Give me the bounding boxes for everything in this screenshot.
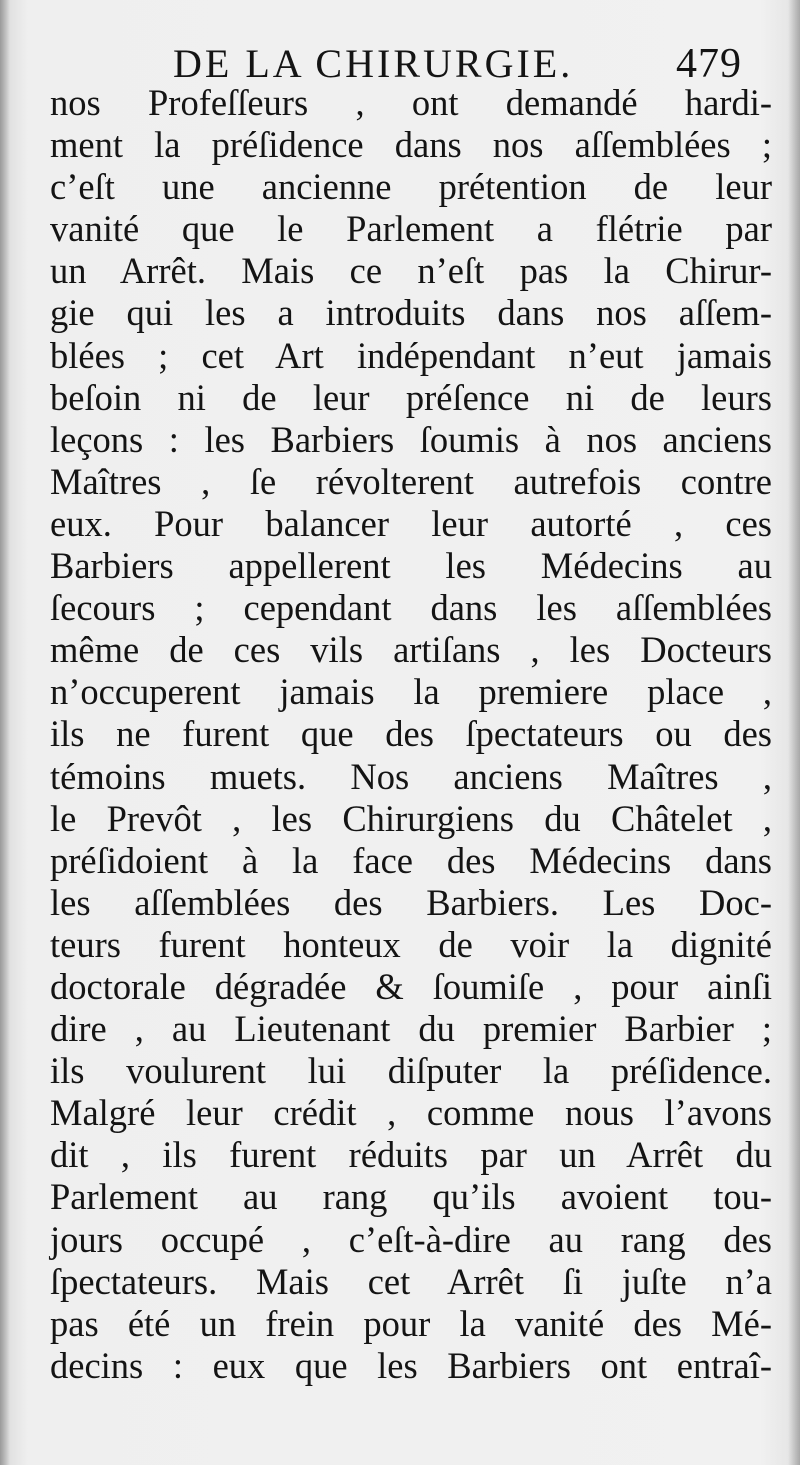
text-line: jours occupé , c’eſt-à-dire au rang des bbox=[50, 1218, 772, 1260]
page-number: 479 bbox=[676, 41, 742, 87]
text-line: teurs furent honteux de voir la dignité bbox=[50, 923, 772, 965]
page-edge-shadow bbox=[788, 0, 800, 1465]
text-line: Barbiers appellerent les Médecins au bbox=[50, 545, 772, 587]
text-line: un Arrêt. Mais ce n’eſt pas la Chirur- bbox=[50, 250, 772, 292]
text-line: les aſſemblées des Barbiers. Les Doc- bbox=[50, 881, 772, 923]
text-line: blées ; cet Art indépendant n’eut jamais bbox=[50, 334, 772, 376]
text-line: gie qui les a introduits dans nos aſſem- bbox=[50, 292, 772, 334]
text-line: eux. Pour balancer leur autorté , ces bbox=[50, 502, 772, 544]
text-line: ſecours ; cependant dans les aſſemblées bbox=[50, 587, 772, 629]
text-line: decins : eux que les Barbiers ont entraî- bbox=[50, 1344, 772, 1386]
text-line: nos Profeſſeurs , ont demandé hardi- bbox=[50, 82, 772, 123]
text-line: pas été un frein pour la vanité des Mé- bbox=[50, 1302, 772, 1344]
text-line: n’occuperent jamais la premiere place , bbox=[50, 671, 772, 713]
running-head-title: DE LA CHIRURGIE. bbox=[173, 41, 574, 86]
text-line: ils voulurent lui diſputer la préſidence. bbox=[50, 1050, 772, 1092]
text-line: ils ne furent que des ſpectateurs ou des bbox=[50, 713, 772, 755]
text-line: c’eſt une ancienne prétention de leur bbox=[50, 166, 772, 208]
text-line: même de ces vils artiſans , les Docteurs bbox=[50, 629, 772, 671]
text-line: témoins muets. Nos anciens Maîtres , bbox=[50, 755, 772, 797]
text-line: leçons : les Barbiers ſoumis à nos anciens bbox=[50, 418, 772, 460]
text-line: dire , au Lieutenant du premier Barbier ; bbox=[50, 1008, 772, 1050]
text-line: préſidoient à la face des Médecins dans bbox=[50, 839, 772, 881]
gutter-shadow bbox=[0, 0, 10, 1465]
body-text bbox=[50, 82, 772, 1387]
text-line: ment la préſidence dans nos aſſemblées ; bbox=[50, 124, 772, 166]
text-line: Maîtres , ſe révolterent autrefois contre bbox=[50, 460, 772, 502]
text-line: Parlement au rang qu’ils avoient tou- bbox=[50, 1176, 772, 1218]
text-line: beſoin ni de leur préſence ni de leurs bbox=[50, 376, 772, 418]
text-line: Malgré leur crédit , comme nous l’avons bbox=[50, 1092, 772, 1134]
text-line: le Prevôt , les Chirurgiens du Châtelet , bbox=[50, 797, 772, 839]
text-line: dit , ils furent réduits par un Arrêt du bbox=[50, 1134, 772, 1176]
text-line: vanité que le Parlement a flétrie par bbox=[50, 208, 772, 250]
text-line: doctorale dégradée & ſoumiſe , pour ainſi bbox=[50, 965, 772, 1007]
text-line: ſpectateurs. Mais cet Arrêt ſi juſte n’a bbox=[50, 1260, 772, 1302]
